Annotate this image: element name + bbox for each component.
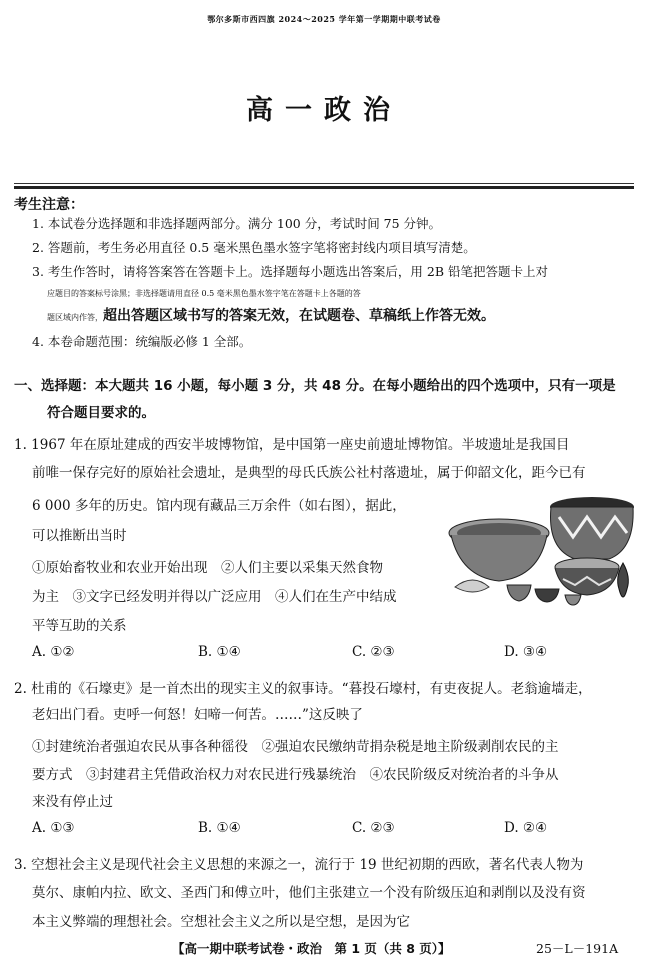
option-b[interactable]: B. ①④ [198,820,241,836]
q3-line: 莫尔、康帕内拉、欧文、圣西门和傅立叶，他们主张建立一个没有阶级压迫和剥削以及没有资 [32,885,586,901]
q3-line: 本主义弊端的理想社会。空想社会主义之所以是空想，是因为它 [32,914,410,930]
notice-item: 1. 本试卷分选择题和非选择题两部分。满分 100 分，考试时间 75 分钟。 [32,216,442,231]
pottery-photo [447,489,635,607]
notice-item: 2. 答题前，考生务必用直径 0.5 毫米黑色墨水签字笔将密封线内项目填写清楚。 [32,240,476,255]
q1-line: 1. 1967 年在原址建成的西安半坡博物馆，是中国第一座史前遗址博物馆。半坡遗址是我国目 [14,437,570,453]
q1-line: 为主 ③文字已经发明并得以广泛应用 ④人们在生产中结成 [32,589,397,605]
option-a[interactable]: A. ①② [32,644,75,660]
q3-line: 3. 空想社会主义是现代社会主义思想的来源之一，流行于 19 世纪初期的西欧，著名代表人物为 [14,857,584,873]
q2-line: 2. 杜甫的《石壕吏》是一首杰出的现实主义的叙事诗。“暮投石壕村，有吏夜捉人。老翁逾墙走， [14,681,592,697]
exam-title: 鄂尔多斯市西四旗 2024～2025 学年第一学期期中联考试卷 [207,14,441,24]
option-d[interactable]: D. ②④ [504,820,548,836]
notice-item: 应题目的答案标号涂黑；非选择题请用直径 0.5 毫米黑色墨水签字笔在答题卡上各题的答 [47,289,361,298]
q1-line: ①原始畜牧业和农业开始出现 ②人们主要以采集天然食物 [32,560,383,576]
q1-line: 前唯一保存完好的原始社会遗址，是典型的母氏氏族公社村落遗址，属于仰韶文化，距今已有 [32,465,586,481]
option-c[interactable]: C. ②③ [352,644,395,660]
section-heading-cont: 符合题目要求的。 [47,405,155,421]
q2-line: 来没有停止过 [32,794,113,810]
q1-line: 6 000 多年的历史。馆内现有藏品三万余件（如右图），据此， [32,498,406,514]
option-c[interactable]: C. ②③ [352,820,395,836]
notice-emphasis: 超出答题区域书写的答案无效，在试题卷、草稿纸上作答无效。 [103,308,495,324]
option-a[interactable]: A. ①③ [32,820,75,836]
divider-thick [14,186,634,189]
subject-title: 高一政治 [246,95,402,126]
notice-item-line [47,306,647,328]
q2-line: 要方式 ③封建君主凭借政治权力对农民进行残暴统治 ④农民阶级反对统治者的斗争从 [32,767,559,783]
footer-code: 25－L－191A [536,941,619,956]
notice-item-text: 题区域内作答， [47,313,103,322]
notice-item: 4. 本卷命题范围：统编版必修 1 全部。 [32,334,252,349]
footer-page-info: 【高一期中联考试卷・政治 第 1 页（共 8 页）】 [172,941,451,956]
option-b[interactable]: B. ①④ [198,644,241,660]
option-d[interactable]: D. ③④ [504,644,548,660]
section-heading: 一、选择题：本大题共 16 小题，每小题 3 分，共 48 分。在每小题给出的四个选项中，只有一项是 [14,378,616,394]
q2-line: ①封建统治者强迫农民从事各种徭役 ②强迫农民缴纳苛捐杂税是地主阶级剥削农民的主 [32,739,559,755]
divider-thin [14,183,634,184]
q1-line: 平等互助的关系 [32,618,127,634]
q1-line: 可以推断出当时 [32,528,127,544]
notice-heading: 考生注意： [14,197,84,213]
q2-line: 老妇出门看。吏呼一何怒！妇啼一何苦。……”这反映了 [32,707,363,723]
notice-item: 3. 考生作答时，请将答案答在答题卡上。选择题每小题选出答案后，用 2B 铅笔把答题卡上对 [32,264,548,279]
